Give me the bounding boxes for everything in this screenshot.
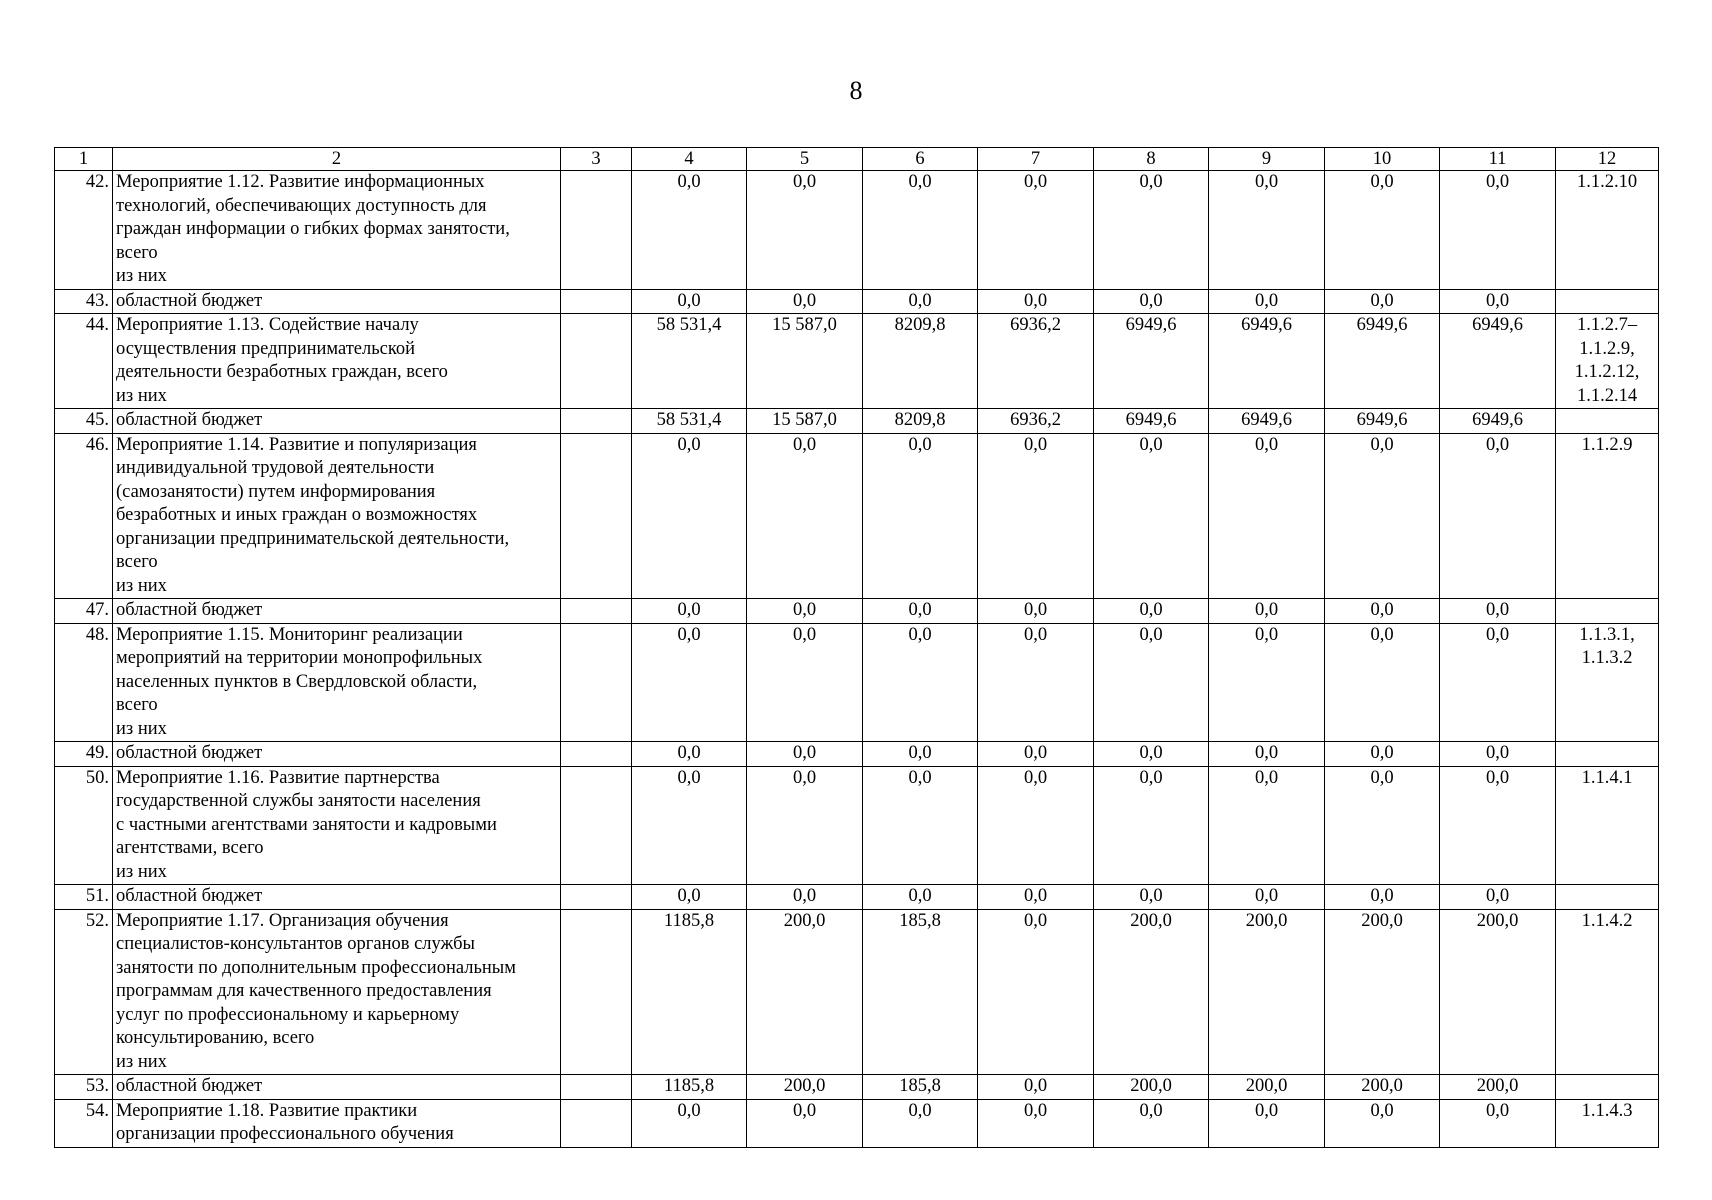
column-header: 8 <box>1094 148 1209 171</box>
value-cell: 0,0 <box>747 433 863 599</box>
row-description <box>113 742 561 767</box>
column-header: 6 <box>863 148 978 171</box>
target-reference <box>1556 289 1659 314</box>
row-number: 45. <box>55 409 113 434</box>
value-cell: 0,0 <box>747 885 863 910</box>
value-cell: 0,0 <box>978 171 1094 290</box>
budget-subrow <box>55 409 1659 434</box>
description-line: из них <box>116 266 167 286</box>
column-3-cell <box>561 766 632 885</box>
column-3-cell <box>561 742 632 767</box>
value-cell: 6949,6 <box>1209 409 1325 434</box>
budget-subrow <box>55 289 1659 314</box>
column-3-cell <box>561 171 632 290</box>
target-reference <box>1556 742 1659 767</box>
value-cell: 0,0 <box>863 742 978 767</box>
row-number: 47. <box>55 599 113 624</box>
description-line: услуг по профессиональному и карьерному <box>116 1004 460 1025</box>
row-description <box>113 1075 561 1100</box>
row-number: 53. <box>55 1075 113 1100</box>
budget-subrow <box>55 1075 1659 1100</box>
description-line: Мероприятие 1.14. Развитие и популяризация <box>116 434 477 455</box>
value-cell: 6949,6 <box>1325 314 1440 409</box>
value-cell: 0,0 <box>747 766 863 885</box>
column-3-cell <box>561 623 632 742</box>
value-cell: 200,0 <box>1325 1075 1440 1100</box>
value-cell: 0,0 <box>1440 885 1556 910</box>
row-description <box>113 433 561 599</box>
value-cell: 6949,6 <box>1325 409 1440 434</box>
header-row <box>55 148 1659 171</box>
column-3-cell <box>561 289 632 314</box>
column-header: 3 <box>561 148 632 171</box>
row-number: 42. <box>55 171 113 290</box>
description-line: областной бюджет <box>116 743 263 763</box>
value-cell: 0,0 <box>978 289 1094 314</box>
value-cell: 200,0 <box>1209 1075 1325 1100</box>
column-header: 1 <box>55 148 113 171</box>
row-description <box>113 885 561 910</box>
value-cell: 0,0 <box>978 433 1094 599</box>
value-cell: 0,0 <box>863 599 978 624</box>
value-cell: 0,0 <box>632 885 747 910</box>
value-cell: 0,0 <box>1094 885 1209 910</box>
value-cell: 0,0 <box>863 171 978 290</box>
description-line: деятельности безработных граждан, всего <box>116 362 448 382</box>
value-cell: 0,0 <box>747 1099 863 1147</box>
description-line: областной бюджет <box>116 600 263 620</box>
column-3-cell <box>561 314 632 409</box>
description-line: всего <box>116 552 158 572</box>
value-cell: 15 587,0 <box>747 409 863 434</box>
description-line: из них <box>116 575 167 596</box>
description-line: областной бюджет <box>116 1076 263 1096</box>
value-cell: 0,0 <box>747 171 863 290</box>
value-cell: 0,0 <box>632 1099 747 1147</box>
value-cell: 0,0 <box>1440 623 1556 742</box>
column-3-cell <box>561 599 632 624</box>
value-cell: 200,0 <box>1440 1075 1556 1100</box>
value-cell: 0,0 <box>632 766 747 885</box>
value-cell: 0,0 <box>863 1099 978 1147</box>
description-line: мероприятий на территории монопрофильных <box>116 648 483 668</box>
row-number: 54. <box>55 1099 113 1147</box>
column-header: 12 <box>1556 148 1659 171</box>
measure-row <box>55 1099 1659 1147</box>
value-cell: 0,0 <box>863 885 978 910</box>
value-cell: 6936,2 <box>978 409 1094 434</box>
budget-table <box>54 147 1659 1148</box>
column-3-cell <box>561 1099 632 1147</box>
value-cell: 6949,6 <box>1094 314 1209 409</box>
value-cell: 0,0 <box>1094 623 1209 742</box>
value-cell: 0,0 <box>1209 623 1325 742</box>
description-line: программам для качественного предоставления <box>116 981 492 1001</box>
value-cell: 0,0 <box>632 289 747 314</box>
value-cell: 0,0 <box>747 623 863 742</box>
column-header: 5 <box>747 148 863 171</box>
row-description <box>113 171 561 290</box>
value-cell: 0,0 <box>1440 599 1556 624</box>
description-line: индивидуальной трудовой деятельности <box>116 458 435 478</box>
measure-row <box>55 766 1659 885</box>
column-3-cell <box>561 433 632 599</box>
reference-line: 1.1.2.12, <box>1574 362 1640 382</box>
description-line: всего <box>116 242 158 263</box>
value-cell: 0,0 <box>1209 885 1325 910</box>
row-number: 52. <box>55 909 113 1075</box>
value-cell: 8209,8 <box>863 409 978 434</box>
description-line: государственной службы занятости населения <box>116 791 481 811</box>
column-3-cell <box>561 1075 632 1100</box>
description-line: всего <box>116 695 158 715</box>
description-line: населенных пунктов в Свердловской области, <box>116 671 478 692</box>
value-cell: 200,0 <box>747 909 863 1075</box>
reference-line: 1.1.4.1 <box>1581 767 1633 788</box>
description-line: областной бюджет <box>116 290 263 311</box>
row-description <box>113 599 561 624</box>
value-cell: 0,0 <box>1094 742 1209 767</box>
value-cell: 0,0 <box>978 885 1094 910</box>
value-cell: 0,0 <box>632 433 747 599</box>
value-cell: 6949,6 <box>1094 409 1209 434</box>
page-number: 8 <box>849 76 863 105</box>
reference-line: 1.1.4.3 <box>1581 1100 1633 1121</box>
value-cell: 0,0 <box>978 1099 1094 1147</box>
column-header: 10 <box>1325 148 1440 171</box>
value-cell: 1185,8 <box>632 1075 747 1100</box>
row-description <box>113 409 561 434</box>
description-line: (самозанятости) путем информирования <box>116 481 436 502</box>
column-header: 2 <box>113 148 561 171</box>
row-description <box>113 909 561 1075</box>
column-3-cell <box>561 885 632 910</box>
value-cell: 0,0 <box>1209 289 1325 314</box>
row-description <box>113 314 561 409</box>
value-cell: 0,0 <box>863 766 978 885</box>
row-number: 44. <box>55 314 113 409</box>
value-cell: 8209,8 <box>863 314 978 409</box>
description-line: из них <box>116 718 167 739</box>
value-cell: 0,0 <box>1209 742 1325 767</box>
value-cell: 0,0 <box>1440 1099 1556 1147</box>
value-cell: 0,0 <box>632 599 747 624</box>
value-cell: 0,0 <box>978 1075 1094 1100</box>
value-cell: 0,0 <box>1440 742 1556 767</box>
description-line: граждан информации о гибких формах занятости, <box>116 219 510 239</box>
row-number: 46. <box>55 433 113 599</box>
value-cell: 6949,6 <box>1209 314 1325 409</box>
description-line: занятости по дополнительным профессиональным <box>116 957 516 978</box>
target-reference <box>1556 766 1659 885</box>
reference-line: 1.1.2.9, <box>1579 338 1635 359</box>
value-cell: 0,0 <box>1325 623 1440 742</box>
value-cell: 0,0 <box>978 742 1094 767</box>
description-line: Мероприятие 1.18. Развитие практики <box>116 1100 418 1121</box>
value-cell: 6949,6 <box>1440 314 1556 409</box>
target-reference <box>1556 1099 1659 1147</box>
measure-row <box>55 623 1659 742</box>
row-number: 48. <box>55 623 113 742</box>
column-header: 9 <box>1209 148 1325 171</box>
target-reference <box>1556 433 1659 599</box>
description-line: Мероприятие 1.15. Мониторинг реализации <box>116 624 463 645</box>
value-cell: 0,0 <box>747 742 863 767</box>
reference-line: 1.1.2.7– <box>1576 315 1638 335</box>
value-cell: 200,0 <box>1325 909 1440 1075</box>
column-header: 7 <box>978 148 1094 171</box>
value-cell: 0,0 <box>1094 289 1209 314</box>
description-line: специалистов-консультантов органов службы <box>116 934 475 954</box>
value-cell: 0,0 <box>863 289 978 314</box>
row-description <box>113 1099 561 1147</box>
description-line: Мероприятие 1.17. Организация обучения <box>116 910 449 931</box>
row-number: 51. <box>55 885 113 910</box>
value-cell: 200,0 <box>1440 909 1556 1075</box>
value-cell: 0,0 <box>1440 171 1556 290</box>
description-line: областной бюджет <box>116 886 263 906</box>
budget-subrow <box>55 599 1659 624</box>
description-line: организации профессионального обучения <box>116 1124 454 1144</box>
value-cell: 0,0 <box>1209 1099 1325 1147</box>
value-cell: 0,0 <box>978 909 1094 1075</box>
description-line: Мероприятие 1.16. Развитие партнерства <box>116 767 440 788</box>
measure-row <box>55 314 1659 409</box>
target-reference <box>1556 885 1659 910</box>
value-cell: 200,0 <box>747 1075 863 1100</box>
column-3-cell <box>561 909 632 1075</box>
reference-line: 1.1.3.2 <box>1581 648 1633 668</box>
description-line: агентствами, всего <box>116 838 264 858</box>
description-line: организации предпринимательской деятельности, <box>116 528 510 549</box>
value-cell: 1185,8 <box>632 909 747 1075</box>
value-cell: 0,0 <box>747 599 863 624</box>
column-header: 11 <box>1440 148 1556 171</box>
value-cell: 0,0 <box>1325 885 1440 910</box>
value-cell: 0,0 <box>978 623 1094 742</box>
row-number: 50. <box>55 766 113 885</box>
value-cell: 0,0 <box>1094 171 1209 290</box>
value-cell: 0,0 <box>1440 766 1556 885</box>
value-cell: 58 531,4 <box>632 314 747 409</box>
value-cell: 0,0 <box>1325 289 1440 314</box>
target-reference <box>1556 171 1659 290</box>
description-line: из них <box>116 385 167 406</box>
value-cell: 0,0 <box>1094 766 1209 885</box>
description-line: с частными агентствами занятости и кадровыми <box>116 814 497 835</box>
reference-line: 1.1.2.10 <box>1576 172 1638 192</box>
reference-line: 1.1.2.14 <box>1576 385 1638 406</box>
description-line: областной бюджет <box>116 410 263 430</box>
row-number: 43. <box>55 289 113 314</box>
description-line: Мероприятие 1.12. Развитие информационных <box>116 172 485 192</box>
budget-subrow <box>55 742 1659 767</box>
value-cell: 0,0 <box>632 171 747 290</box>
value-cell: 200,0 <box>1094 909 1209 1075</box>
value-cell: 0,0 <box>1209 599 1325 624</box>
reference-line: 1.1.3.1, <box>1579 624 1635 645</box>
value-cell: 6949,6 <box>1440 409 1556 434</box>
value-cell: 0,0 <box>632 623 747 742</box>
value-cell: 0,0 <box>863 433 978 599</box>
target-reference <box>1556 623 1659 742</box>
value-cell: 0,0 <box>1325 433 1440 599</box>
value-cell: 15 587,0 <box>747 314 863 409</box>
reference-line: 1.1.4.2 <box>1581 910 1633 931</box>
value-cell: 0,0 <box>1325 742 1440 767</box>
description-line: осуществления предпринимательской <box>116 338 416 359</box>
description-line: технологий, обеспечивающих доступность для <box>116 195 487 216</box>
value-cell: 185,8 <box>863 1075 978 1100</box>
target-reference <box>1556 314 1659 409</box>
row-description <box>113 623 561 742</box>
column-3-cell <box>561 409 632 434</box>
target-reference <box>1556 909 1659 1075</box>
value-cell: 200,0 <box>1094 1075 1209 1100</box>
value-cell: 0,0 <box>1325 1099 1440 1147</box>
value-cell: 0,0 <box>747 289 863 314</box>
description-line: из них <box>116 861 167 882</box>
value-cell: 6936,2 <box>978 314 1094 409</box>
column-header: 4 <box>632 148 747 171</box>
description-line: консультированию, всего <box>116 1028 315 1048</box>
value-cell: 0,0 <box>1094 433 1209 599</box>
row-description <box>113 766 561 885</box>
target-reference <box>1556 599 1659 624</box>
measure-row <box>55 171 1659 290</box>
target-reference <box>1556 409 1659 434</box>
row-number: 49. <box>55 742 113 767</box>
value-cell: 0,0 <box>978 599 1094 624</box>
reference-line: 1.1.2.9 <box>1581 434 1633 455</box>
value-cell: 0,0 <box>1325 171 1440 290</box>
description-line: безработных и иных граждан о возможностях <box>116 505 478 525</box>
value-cell: 0,0 <box>1209 766 1325 885</box>
measure-row <box>55 433 1659 599</box>
value-cell: 0,0 <box>1209 171 1325 290</box>
value-cell: 200,0 <box>1209 909 1325 1075</box>
value-cell: 0,0 <box>1094 599 1209 624</box>
target-reference <box>1556 1075 1659 1100</box>
value-cell: 0,0 <box>978 766 1094 885</box>
budget-subrow <box>55 885 1659 910</box>
value-cell: 0,0 <box>1094 1099 1209 1147</box>
description-line: из них <box>116 1051 167 1072</box>
value-cell: 0,0 <box>1209 433 1325 599</box>
value-cell: 0,0 <box>1325 599 1440 624</box>
value-cell: 0,0 <box>1440 433 1556 599</box>
value-cell: 0,0 <box>1325 766 1440 885</box>
measure-row <box>55 909 1659 1075</box>
row-description <box>113 289 561 314</box>
value-cell: 185,8 <box>863 909 978 1075</box>
value-cell: 58 531,4 <box>632 409 747 434</box>
description-line: Мероприятие 1.13. Содействие началу <box>116 315 419 335</box>
value-cell: 0,0 <box>863 623 978 742</box>
value-cell: 0,0 <box>1440 289 1556 314</box>
value-cell: 0,0 <box>632 742 747 767</box>
